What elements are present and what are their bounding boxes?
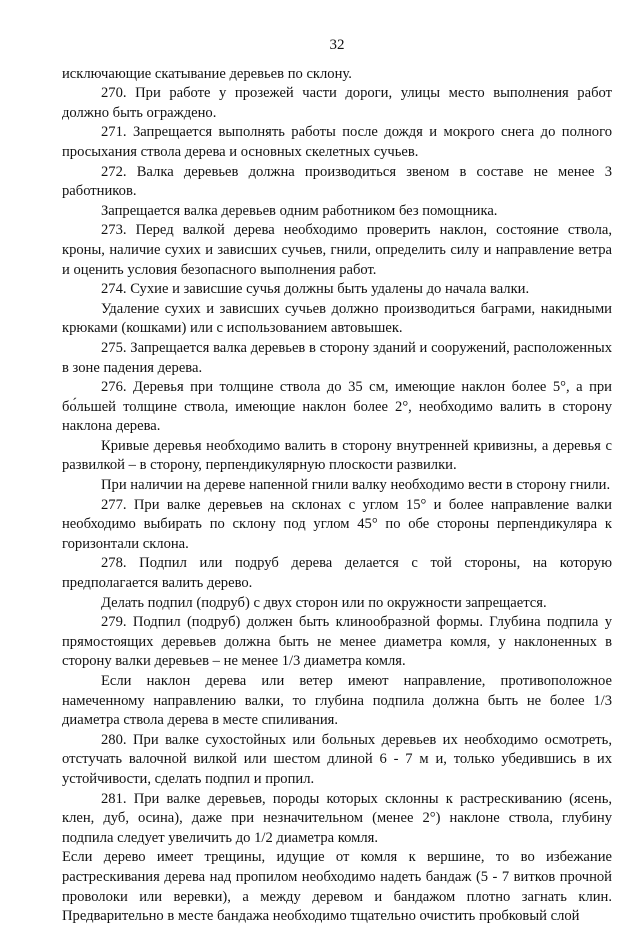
paragraph: 281. При валке деревьев, породы которых склонны к растрескиванию (ясень, клен, дуб, осина), даже при незначительном (менее 2°) наклоне ствола, глубину подпила следует увеличить до 1/2 диаметра комля. [62,790,612,846]
page-number: 32 [329,37,345,53]
paragraph: Удаление сухих и зависших сучьев должно производиться баграми, накидными крюками (кошками) или с использованием автовышек. [62,300,612,337]
document-body [62,65,612,927]
paragraph: 273. Перед валкой дерева необходимо проверить наклон, состояние ствола, кроны, наличие сухих и зависших сучьев, гнили, определить силу и направление ветра и оценить условия безопасного выполнения работ. [62,222,612,278]
paragraph: 270. При работе у прозежей части дороги, улицы место выполнения работ должно быть ограждено. [62,85,612,121]
paragraph: 278. Подпил или подруб дерева делается с той стороны, на которую предполагается валить дерево. [62,555,612,592]
paragraph: 279. Подпил (подруб) должен быть клинообразной формы. Глубина подпила у прямостоящих деревьев должна быть не менее диаметра комля, у наклоненных в сторону валки деревьев – не менее 1/3 диаметра комля. [62,614,612,670]
paragraph: Запрещается валка деревьев одним работником без помощника. [101,202,498,219]
paragraph: 271. Запрещается выполнять работы после дождя и мокрого снега до полного просыхания ствола дерева и основных скелетных сучьев. [62,124,612,160]
paragraph: При наличии на дереве напенной гнили валку необходимо вести в сторону гнили. [101,477,611,494]
paragraph: 272. Валка деревьев должна производиться звеном в составе не менее 3 работников. [62,163,612,200]
paragraph: 274. Сухие и зависшие сучья должны быть удалены до начала валки. [101,281,530,298]
paragraph: Делать подпил (подруб) с двух сторон или по окружности запрещается. [101,594,547,611]
paragraph: 280. При валке сухостойных или больных деревьев их необходимо осмотреть, отстучать валочной вилкой или шестом длиной 6 - 7 м и, только убедившись в их устойчивости, сделать подпил и пропил. [62,731,612,787]
paragraph: исключающие скатывание деревьев по склону. [62,65,352,82]
document-page [62,36,612,927]
paragraph: 275. Запрещается валка деревьев в сторону зданий и сооружений, расположенных в зоне падения дерева. [62,339,612,376]
paragraph: Если дерево имеет трещины, идущие от комля к вершине, то во избежание растрескивания дерева над пропилом необходимо надеть бандаж (5 - 7 витков прочной проволоки или веревки), а между деревом и бандажом плотно загнать клин. Предварительно в месте бандажа необходимо тщательно очистить пробковый слой [62,849,612,925]
paragraph: 276. Деревья при толщине ствола до 35 см, имеющие наклон более 5°, а при бо́льшей толщине ствола, имеющие наклон более 2°, необходимо валить в сторону наклона дерева. [62,379,612,435]
paragraph: Если наклон дерева или ветер имеют направление, противоположное намеченному направлению валки, то глубина подпила должна быть не более 1/3 диаметра ствола дерева в месте спиливания. [62,673,612,729]
paragraph: 277. При валке деревьев на склонах с углом 15° и более направление валки необходимо выбирать по склону под углом 45° по обе стороны перпендикуляра к горизонтали склона. [62,496,612,552]
paragraph: Кривые деревья необходимо валить в сторону внутренней кривизны, а деревья с развилкой – в сторону, перпендикулярную плоскости развилки. [62,437,612,474]
